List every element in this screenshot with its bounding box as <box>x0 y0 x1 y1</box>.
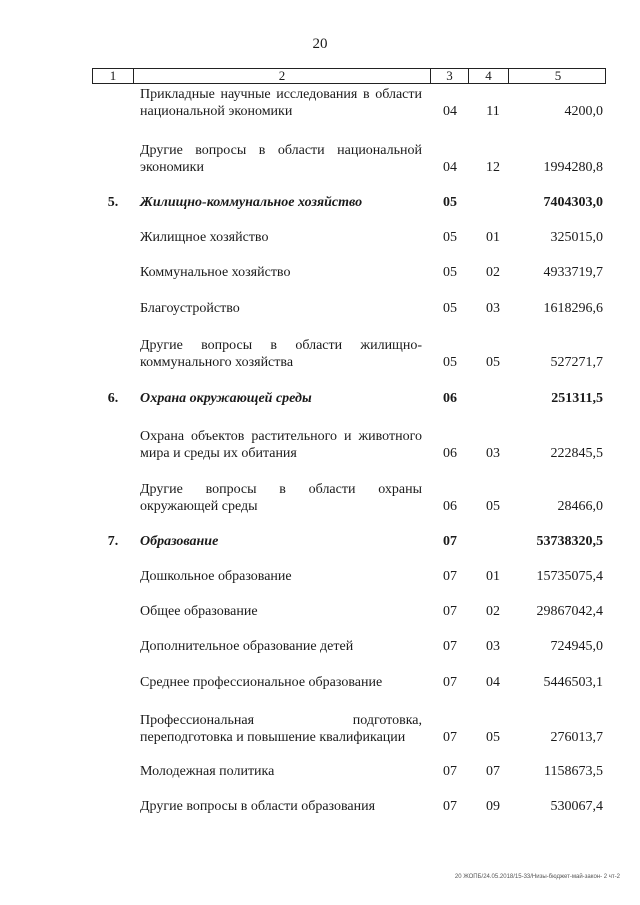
row-amount: 4933719,7 <box>543 265 603 280</box>
row-subsection-code: 02 <box>486 265 500 280</box>
row-name: Дошкольное образование <box>140 569 292 584</box>
row-amount: 1994280,8 <box>543 160 603 175</box>
row-section-code: 05 <box>443 230 457 245</box>
header-col-4: 4 <box>468 69 508 83</box>
row-subsection-code: 05 <box>486 730 500 745</box>
header-col-2: 2 <box>133 69 430 83</box>
row-amount: 276013,7 <box>550 730 603 745</box>
row-subsection-code: 05 <box>486 499 500 514</box>
row-section-code: 07 <box>443 569 457 584</box>
row-amount: 1618296,6 <box>543 301 603 316</box>
row-name: Дополнительное образование детей <box>140 639 354 654</box>
row-section-code: 05 <box>443 265 457 280</box>
row-section-code: 07 <box>443 534 457 549</box>
row-name: Общее образование <box>140 604 258 619</box>
row-section-code: 04 <box>443 104 457 119</box>
document-footer: 20 ЖОПБ/24.05.2018/15-33/Низы-бюджет-май-закон- 2 чт-2 <box>454 874 620 880</box>
row-section-code: 07 <box>443 799 457 814</box>
row-section-code: 05 <box>443 355 457 370</box>
row-name: Другие вопросы в области жилищно-коммунального хозяйства <box>140 338 422 370</box>
row-name: Прикладные научные исследования в области национальной экономики <box>140 87 422 119</box>
row-subsection-code: 09 <box>486 799 500 814</box>
row-section-code: 07 <box>443 764 457 779</box>
row-number: 7. <box>107 534 119 549</box>
row-name: Благоустройство <box>140 301 240 316</box>
row-name: Среднее профессиональное образование <box>140 675 383 690</box>
row-amount: 325015,0 <box>550 230 603 245</box>
row-section-code: 06 <box>443 391 457 406</box>
row-name: Охрана объектов растительного и животного мира и среды их обитания <box>140 429 422 461</box>
row-subsection-code: 03 <box>486 446 500 461</box>
row-name: Молодежная политика <box>140 764 275 779</box>
row-subsection-code: 03 <box>486 639 500 654</box>
row-section-code: 06 <box>443 446 457 461</box>
row-name: Жилищно-коммунальное хозяйство <box>140 195 363 210</box>
row-subsection-code: 02 <box>486 604 500 619</box>
header-col-3: 3 <box>430 69 468 83</box>
row-section-code: 07 <box>443 639 457 654</box>
row-subsection-code: 05 <box>486 355 500 370</box>
row-amount: 530067,4 <box>550 799 603 814</box>
row-subsection-code: 11 <box>486 104 500 119</box>
row-amount: 29867042,4 <box>536 604 603 619</box>
row-subsection-code: 07 <box>486 764 500 779</box>
row-subsection-code: 01 <box>486 569 500 584</box>
row-amount: 15735075,4 <box>536 569 603 584</box>
row-number: 6. <box>107 391 119 406</box>
row-name: Образование <box>140 534 219 549</box>
row-section-code: 07 <box>443 675 457 690</box>
row-section-code: 05 <box>443 301 457 316</box>
page-number: 20 <box>312 36 328 52</box>
row-name: Охрана окружающей среды <box>140 391 312 406</box>
row-section-code: 06 <box>443 499 457 514</box>
row-amount: 1158673,5 <box>544 764 603 779</box>
row-name: Другие вопросы в области национальной экономики <box>140 143 422 175</box>
row-amount: 724945,0 <box>550 639 603 654</box>
header-col-5: 5 <box>508 69 607 83</box>
row-amount: 251311,5 <box>551 391 603 406</box>
row-amount: 222845,5 <box>550 446 603 461</box>
row-section-code: 07 <box>443 604 457 619</box>
row-amount: 28466,0 <box>557 499 603 514</box>
row-subsection-code: 01 <box>486 230 500 245</box>
row-amount: 5446503,1 <box>543 675 603 690</box>
row-name: Жилищное хозяйство <box>140 230 269 245</box>
row-amount: 7404303,0 <box>543 195 603 210</box>
row-amount: 4200,0 <box>564 104 603 119</box>
row-number: 5. <box>107 195 119 210</box>
row-amount: 53738320,5 <box>536 534 603 549</box>
row-name: Другие вопросы в области охраны окружающей среды <box>140 482 422 514</box>
header-col-1: 1 <box>109 68 117 83</box>
row-section-code: 05 <box>443 195 457 210</box>
row-subsection-code: 03 <box>486 301 500 316</box>
row-section-code: 04 <box>443 160 457 175</box>
row-subsection-code: 04 <box>486 675 500 690</box>
row-name: Профессиональная подготовка, переподготовка и повышение квалификации <box>140 713 422 745</box>
row-section-code: 07 <box>443 730 457 745</box>
row-name: Другие вопросы в области образования <box>140 799 376 814</box>
row-name: Коммунальное хозяйство <box>140 265 291 280</box>
row-amount: 527271,7 <box>550 355 603 370</box>
row-subsection-code: 12 <box>486 160 500 175</box>
